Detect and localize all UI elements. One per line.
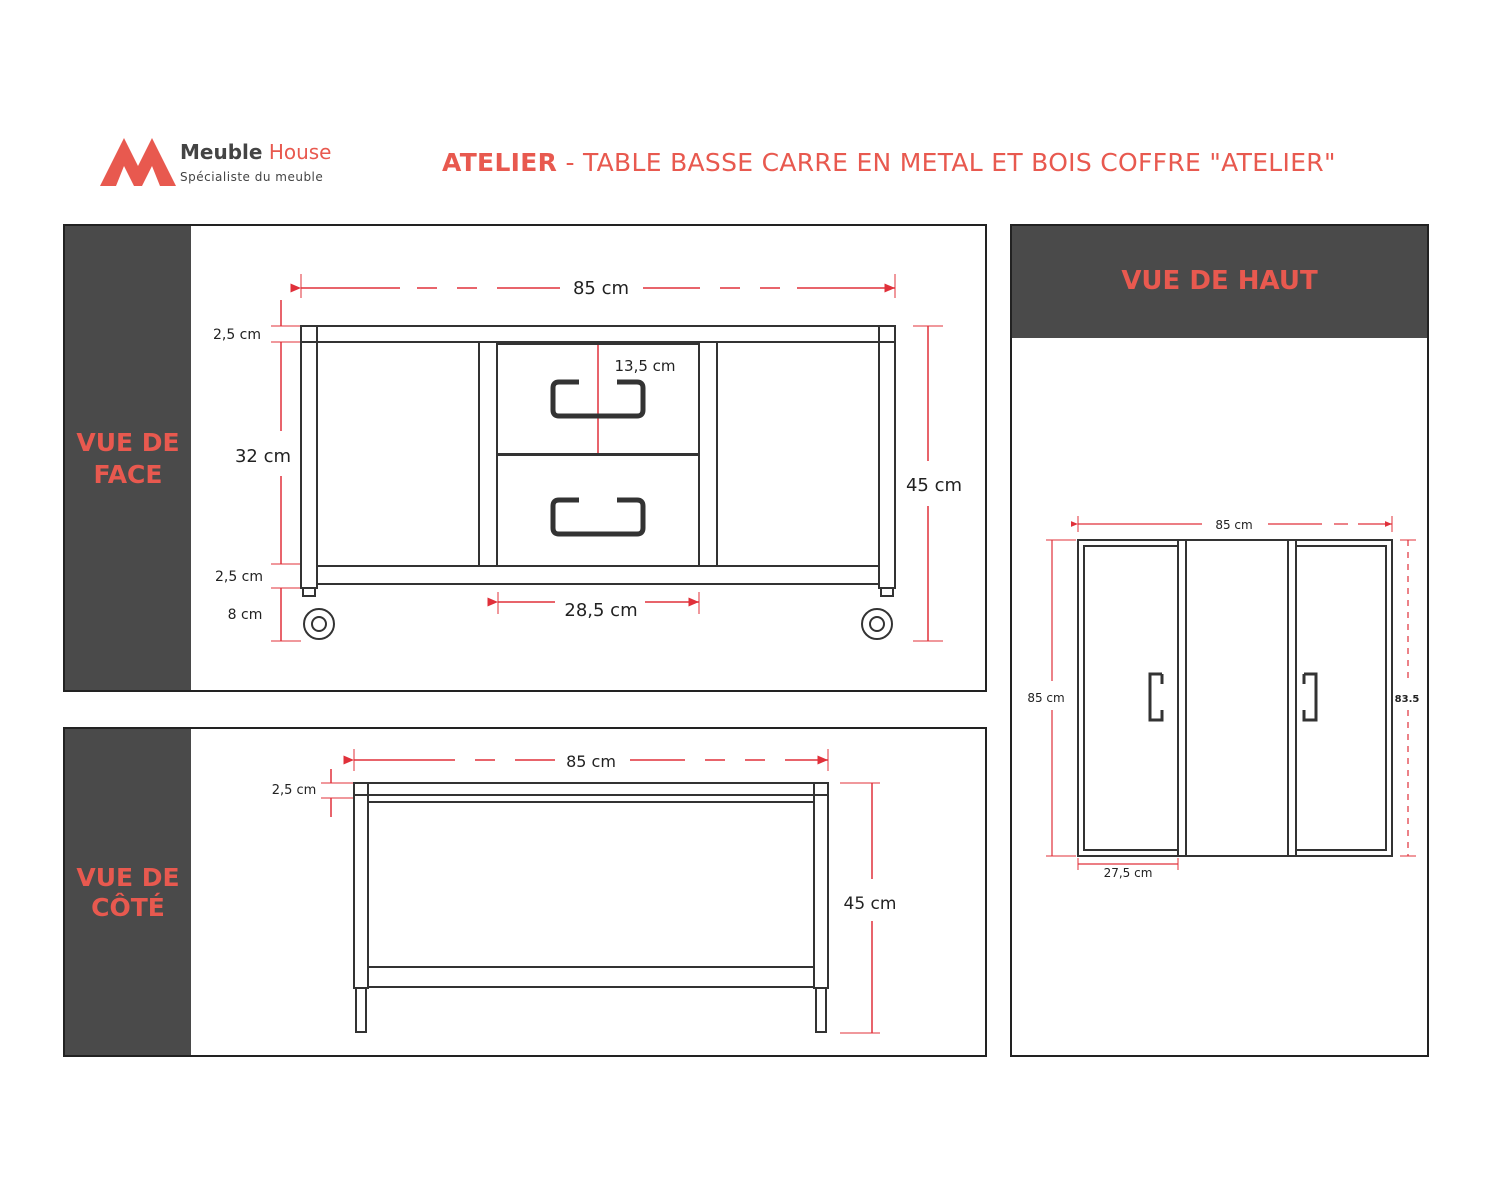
brand-name: Meuble House (180, 140, 332, 164)
side-view-panel (63, 727, 987, 1057)
top-furniture-outline (1078, 540, 1392, 856)
front-width-label: 85 cm (572, 278, 630, 299)
front-view-panel (63, 224, 987, 692)
front-body-height-label: 32 cm (234, 446, 292, 467)
brand-tagline: Spécialiste du meuble (180, 170, 324, 184)
side-dimension-lines (321, 749, 880, 1033)
top-dimension-lines (1046, 516, 1416, 870)
front-view-drawing (65, 226, 985, 690)
top-door-width-label: 27,5 cm (1103, 866, 1153, 880)
page-title: ATELIER - TABLE BASSE CARRE EN METAL ET BOIS COFFRE "ATELIER" (442, 148, 1336, 177)
top-view-label: VUE DE HAUT (1121, 266, 1318, 296)
side-top-rail-label: 2,5 cm (271, 783, 317, 798)
top-view-panel (1010, 224, 1429, 1057)
front-drawer-width-label: 28,5 cm (564, 600, 638, 621)
front-view-label-line1: VUE DE (76, 428, 180, 457)
side-width-label: 85 cm (566, 752, 616, 771)
front-view-label-line2: FACE (93, 460, 163, 489)
brand-logo (98, 136, 338, 192)
side-total-height-label: 45 cm (843, 894, 897, 914)
side-furniture-outline (354, 783, 828, 1032)
front-dimension-lines (271, 274, 943, 641)
side-view-label-line2: CÔTÉ (91, 893, 165, 922)
front-wheel-label: 8 cm (227, 607, 263, 623)
top-width-label: 85 cm (1215, 518, 1253, 532)
side-view-drawing (65, 729, 985, 1055)
top-view-drawing (1012, 226, 1427, 1055)
front-total-height-label: 45 cm (905, 475, 963, 496)
top-right-depth-label: 83.5 (1394, 694, 1420, 705)
front-bottom-rail-label: 2,5 cm (214, 569, 264, 585)
side-view-label-line1: VUE DE (76, 863, 180, 892)
top-depth-label: 85 cm (1027, 691, 1065, 705)
front-drawer-height-label: 13,5 cm (614, 357, 676, 375)
front-top-rail-label: 2,5 cm (212, 327, 262, 343)
logo-mark-icon (98, 136, 178, 192)
